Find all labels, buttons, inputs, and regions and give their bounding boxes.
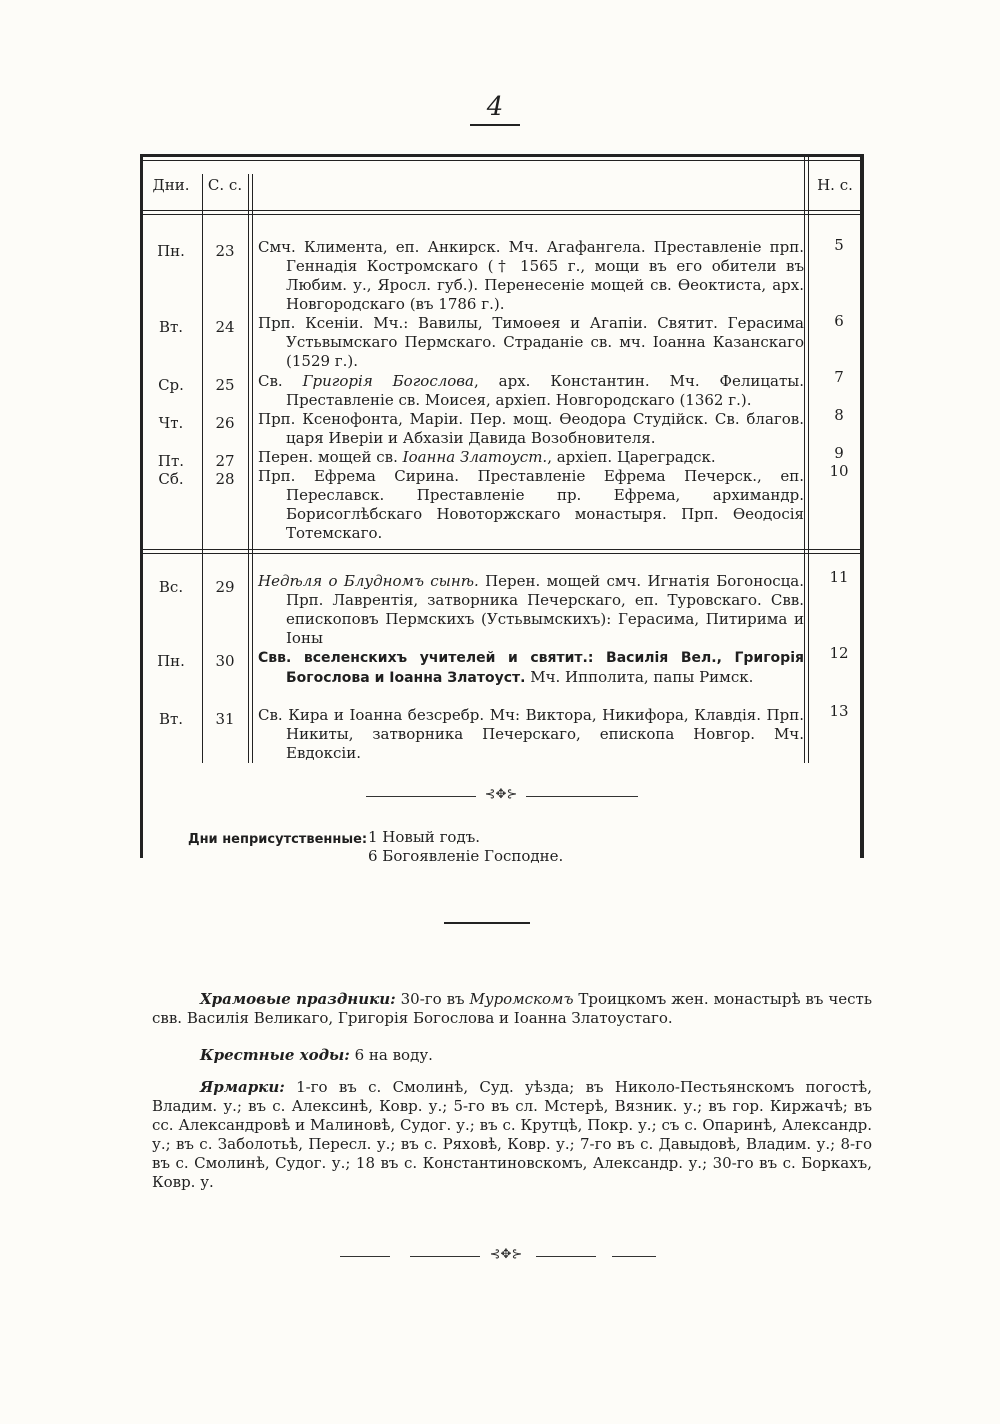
row-entry — [258, 467, 804, 543]
row-ns: 5 — [834, 236, 844, 254]
entry-italic: Григорія Богослова — [302, 372, 474, 390]
fairs-paragraph — [152, 1078, 872, 1192]
header-days: Дни. — [152, 176, 190, 194]
row-day: Вт. — [158, 318, 184, 336]
row-ns: 10 — [829, 462, 849, 480]
row-day: Сб. — [158, 470, 184, 488]
week-divider — [140, 549, 864, 550]
row-cs: 28 — [215, 470, 235, 488]
row-day: Вс. — [158, 578, 184, 596]
row-cs: 24 — [215, 318, 235, 336]
entry-pre: Перен. мощей св. — [258, 448, 403, 466]
entry-italic: Іоанна Златоуст. — [402, 448, 548, 466]
table-border-top — [140, 154, 864, 157]
row-ns: 11 — [829, 568, 849, 586]
row-entry — [258, 572, 804, 648]
row-entry — [258, 238, 804, 314]
temple-feasts-label: Храмовые праздники: — [200, 990, 396, 1008]
column-divider — [804, 154, 805, 763]
row-cs: 23 — [215, 242, 235, 260]
row-ns: 7 — [834, 368, 844, 386]
processions-text: 6 на воду. — [349, 1046, 433, 1064]
entry-bold: Свв. вселенскихъ учителей и святит.: Василія Вел., Григорія Богослова и Іоанна Златоуст. — [258, 650, 804, 686]
table-border-right — [860, 154, 864, 858]
entry-pre: Св. — [258, 372, 303, 390]
row-cs: 31 — [215, 710, 235, 728]
row-ns: 12 — [829, 644, 849, 662]
calendar-table — [140, 154, 864, 858]
header-divider — [140, 210, 864, 211]
column-divider — [808, 154, 809, 763]
row-day: Чт. — [158, 414, 184, 432]
ornament-line — [366, 796, 476, 797]
ornament-line — [410, 1256, 480, 1257]
week-divider — [140, 553, 864, 554]
header-cs: С. с. — [207, 176, 243, 194]
page-number: 4 — [470, 92, 520, 126]
column-divider — [248, 174, 249, 763]
header-divider — [140, 214, 864, 215]
entry-italic: Недѣля о Блудномъ сынѣ. — [258, 572, 479, 590]
processions-label: Крестные ходы: — [200, 1046, 350, 1064]
row-day: Пт. — [157, 452, 185, 470]
row-day: Пн. — [157, 652, 185, 670]
row-cs: 25 — [215, 376, 235, 394]
entry-text: Св. Кира и Іоанна безсребр. Мч: Виктора, Никифора, Клавдія. Прп. Никиты, затворника Печерскаго, епископа Новгор. Мч. Евдоксіи. — [258, 706, 804, 762]
column-divider — [252, 174, 253, 763]
ornament-icon: ⊰✥⊱ — [484, 787, 518, 802]
temple-feasts-pre: 30-го въ — [395, 990, 470, 1008]
entry-text: , архіеп. Цареградск. — [547, 448, 716, 466]
ornament-line — [340, 1256, 390, 1257]
temple-feasts-text: Троицкомъ жен. монастырѣ въ честь свв. Василія Великаго, Григорія Богослова и Іоанна Златоустаго. — [152, 990, 872, 1027]
temple-feasts-italic: Муромскомъ — [469, 990, 574, 1008]
processions-paragraph — [152, 1046, 872, 1065]
fairs-text: 1-го въ с. Смолинѣ, Суд. уѣзда; въ Николо-Пестьянскомъ погостѣ, Владим. у.; въ с. Алексинѣ, Ковр. у.; 5-го въ сл. Мстерѣ, Вязник. у.; въ гор. Киржачѣ; въ сс. Александровѣ и Малиновѣ, Судог. у.; въ с. Крутцѣ, Покр. у.; съ с. Опаринѣ, Александр. у.; въ с. Заболотьѣ, Пересл. у.; въ с. Ряховѣ, Ковр. у.; 7-го въ с. Давыдовѣ, Владим. у.; 8-го въ с. Смолинѣ, Судог. у.; 18 въ с. Константиновскомъ, Александр. у.; 30-го въ с. Боркахъ, Ковр. у. — [152, 1078, 872, 1191]
row-cs: 30 — [215, 652, 235, 670]
table-border-top-inner — [140, 160, 864, 161]
row-day: Ср. — [158, 376, 184, 394]
row-entry — [258, 648, 804, 688]
row-ns: 6 — [834, 312, 844, 330]
row-entry — [258, 448, 804, 467]
ornament-line — [612, 1256, 656, 1257]
section-rule — [444, 922, 530, 924]
row-ns: 8 — [834, 406, 844, 424]
fairs-label: Ярмарки: — [200, 1078, 285, 1096]
row-entry — [258, 314, 804, 371]
header-ns: Н. с. — [817, 176, 853, 194]
entry-text: Прп. Ксеніи. Мч.: Вавилы, Тимоөея и Агапіи. Святит. Герасима Устьвымскаго Пермскаго. Страданіе св. мч. Іоанна Казанскаго (1529 г.). — [258, 314, 804, 370]
holidays-list — [368, 828, 563, 866]
row-cs: 26 — [215, 414, 235, 432]
ornament-icon: ⊰✥⊱ — [489, 1247, 523, 1262]
entry-text: , арх. Константин. Мч. Фелицаты. Преставленіе св. Моисея, архіеп. Новгородскаго (1362 г.). — [286, 372, 804, 409]
row-entry — [258, 706, 804, 763]
entry-text: Смч. Климента, еп. Анкирск. Мч. Агафангела. Преставленіе прп. Геннадія Костромскаго († 1565 г., мощи въ его обители въ Любим. у., Яросл. губ.). Перенесеніе мощей св. Өеоктиста, арх. Новгородскаго (въ 1786 г.). — [258, 238, 804, 313]
row-day: Пн. — [157, 242, 185, 260]
row-entry — [258, 372, 804, 410]
row-ns: 13 — [829, 702, 849, 720]
holidays-label: Дни неприсутственные: — [188, 832, 368, 847]
holiday-item: 1 Новый годъ. — [368, 828, 481, 846]
ornament-line — [536, 1256, 596, 1257]
entry-text: Перен. мощей смч. Игнатія Богоносца. Прп. Лаврентія, затворника Печерскаго, еп. Туровскаго. Свв. епископовъ Пермскихъ (Устьвымскихъ): Герасима, Питирима и Іоны — [286, 572, 804, 647]
row-entry — [258, 410, 804, 448]
entry-text: Прп. Ксенофонта, Маріи. Пер. мощ. Өеодора Студійск. Св. благов. царя Иверіи и Абхазіи Давида Возобновителя. — [258, 410, 804, 447]
temple-feasts-paragraph — [152, 990, 872, 1028]
ornament-line — [526, 796, 638, 797]
row-ns: 9 — [834, 444, 844, 462]
row-day: Вт. — [158, 710, 184, 728]
entry-text: Мч. Ипполита, папы Римск. — [525, 668, 754, 686]
entry-text: Прп. Ефрема Сирина. Преставленіе Ефрема Печерск., еп. Переславск. Преставленіе пр. Ефрема, архимандр. Борисоглѣбскаго Новоторжскаго монастыря. Прп. Өеодосія Тотемскаго. — [258, 467, 804, 542]
row-cs: 29 — [215, 578, 235, 596]
holiday-item: 6 Богоявленіе Господне. — [368, 847, 564, 865]
row-cs: 27 — [215, 452, 235, 470]
